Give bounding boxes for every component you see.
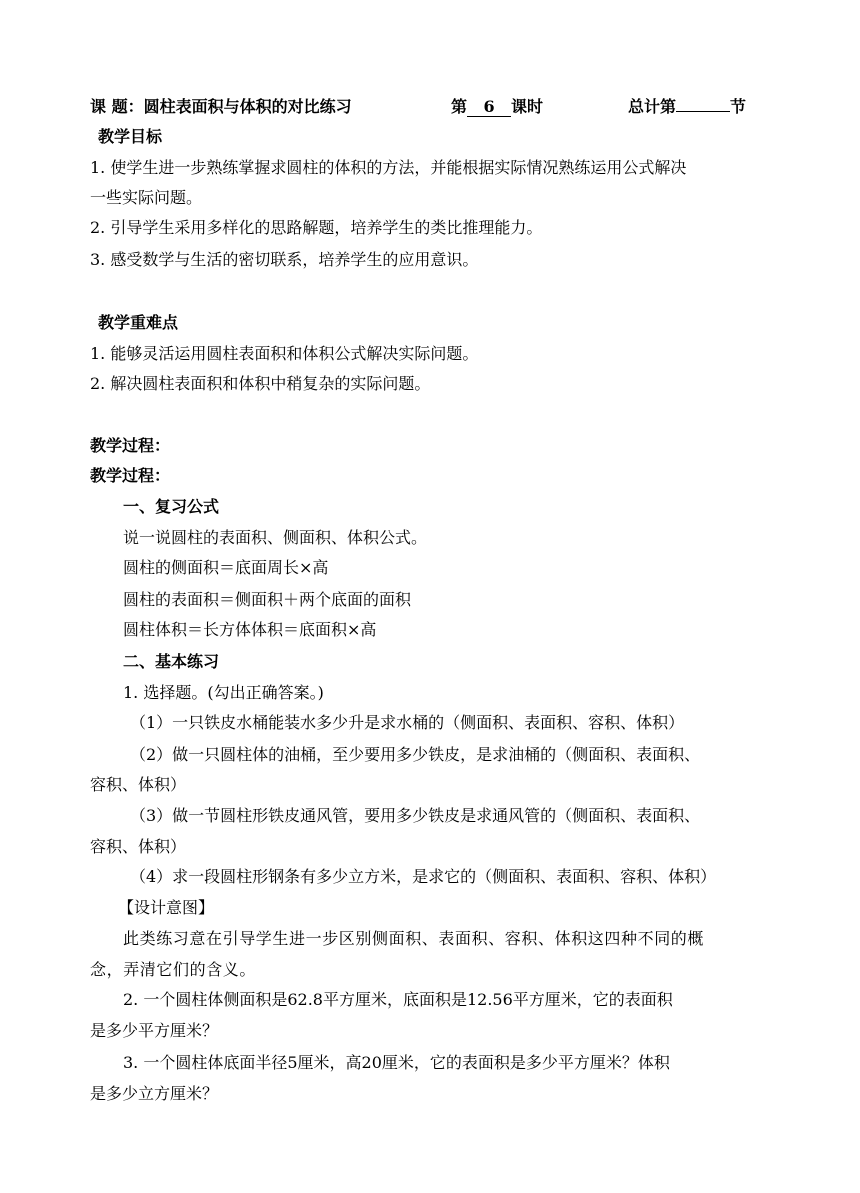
lesson-header [90,97,352,117]
question-2: 2. 一个圆柱体侧面积是62.8平方厘米，底面积是12.56平方厘米，它的表面积 [123,990,673,1009]
choice-item: （4）求一段圆柱形钢条有多少立方米，是求它的（侧面积、表面积、容积、体积） [130,867,717,886]
objective-item: 一些实际问题。 [90,188,203,207]
section-review-title: 一、复习公式 [123,497,220,516]
question-3-cont: 是多少立方厘米？ [90,1084,219,1103]
key-point-item: 2. 解决圆柱表面积和体积中稍复杂的实际问题。 [90,374,431,393]
key-points-heading: 教学重难点 [98,313,179,332]
choice-item: （1）一只铁皮水桶能装水多少升是求水桶的（侧面积、表面积、容积、体积） [130,713,685,732]
choice-item: （2）做一只圆柱体的油桶，至少要用多少铁皮，是求油桶的（侧面积、表面积、 [130,745,701,764]
lesson-total: 总计第 节 [628,97,747,116]
choice-item-cont: 容积、体积） [90,775,187,794]
section-practice-title: 二、基本练习 [123,652,220,671]
lesson-number-value: 6 [467,98,511,117]
design-intent-text: 念，弄清它们的含义。 [90,960,257,979]
process-heading-repeat: 教学过程： [90,466,171,485]
review-line: 说一说圆柱的表面积、侧面积、体积公式。 [123,528,428,547]
design-intent-text: 此类练习意在引导学生进一步区别侧面积、表面积、容积、体积这四种不同的概 [123,929,705,948]
question-3: 3. 一个圆柱体底面半径5厘米，高20厘米，它的表面积是多少平方厘米？体积 [123,1053,670,1072]
lesson-total-blank [676,111,730,112]
key-point-item: 1. 能够灵活运用圆柱表面积和体积公式解决实际问题。 [90,344,479,363]
topic-label: 课 题： [90,97,144,116]
choice-item: （3）做一节圆柱形铁皮通风管，要用多少铁皮是求通风管的（侧面积、表面积、 [130,806,701,825]
formula-surface-area: 圆柱的表面积＝侧面积＋两个底面的面积 [123,590,412,609]
question-2-cont: 是多少平方厘米？ [90,1021,219,1040]
objective-item: 1. 使学生进一步熟练掌握求圆柱的体积的方法，并能根据实际情况熟练运用公式解决 [90,158,687,177]
lesson-number: 第 6 课时 [451,97,544,116]
objective-item: 2. 引导学生采用多样化的思路解题，培养学生的类比推理能力。 [90,218,543,237]
objective-item: 3. 感受数学与生活的密切联系，培养学生的应用意识。 [90,250,479,269]
formula-lateral-area: 圆柱的侧面积＝底面周长×高 [123,558,329,577]
design-intent-label: 【设计意图】 [118,898,215,917]
objectives-heading: 教学目标 [98,127,163,146]
lesson-topic: 圆柱表面积与体积的对比练习 [143,97,352,116]
choice-item-cont: 容积、体积） [90,837,187,856]
process-heading: 教学过程： [90,436,171,455]
question-1: 1. 选择题。(勾出正确答案。) [123,683,324,702]
formula-volume: 圆柱体积＝长方体体积＝底面积×高 [123,620,377,639]
